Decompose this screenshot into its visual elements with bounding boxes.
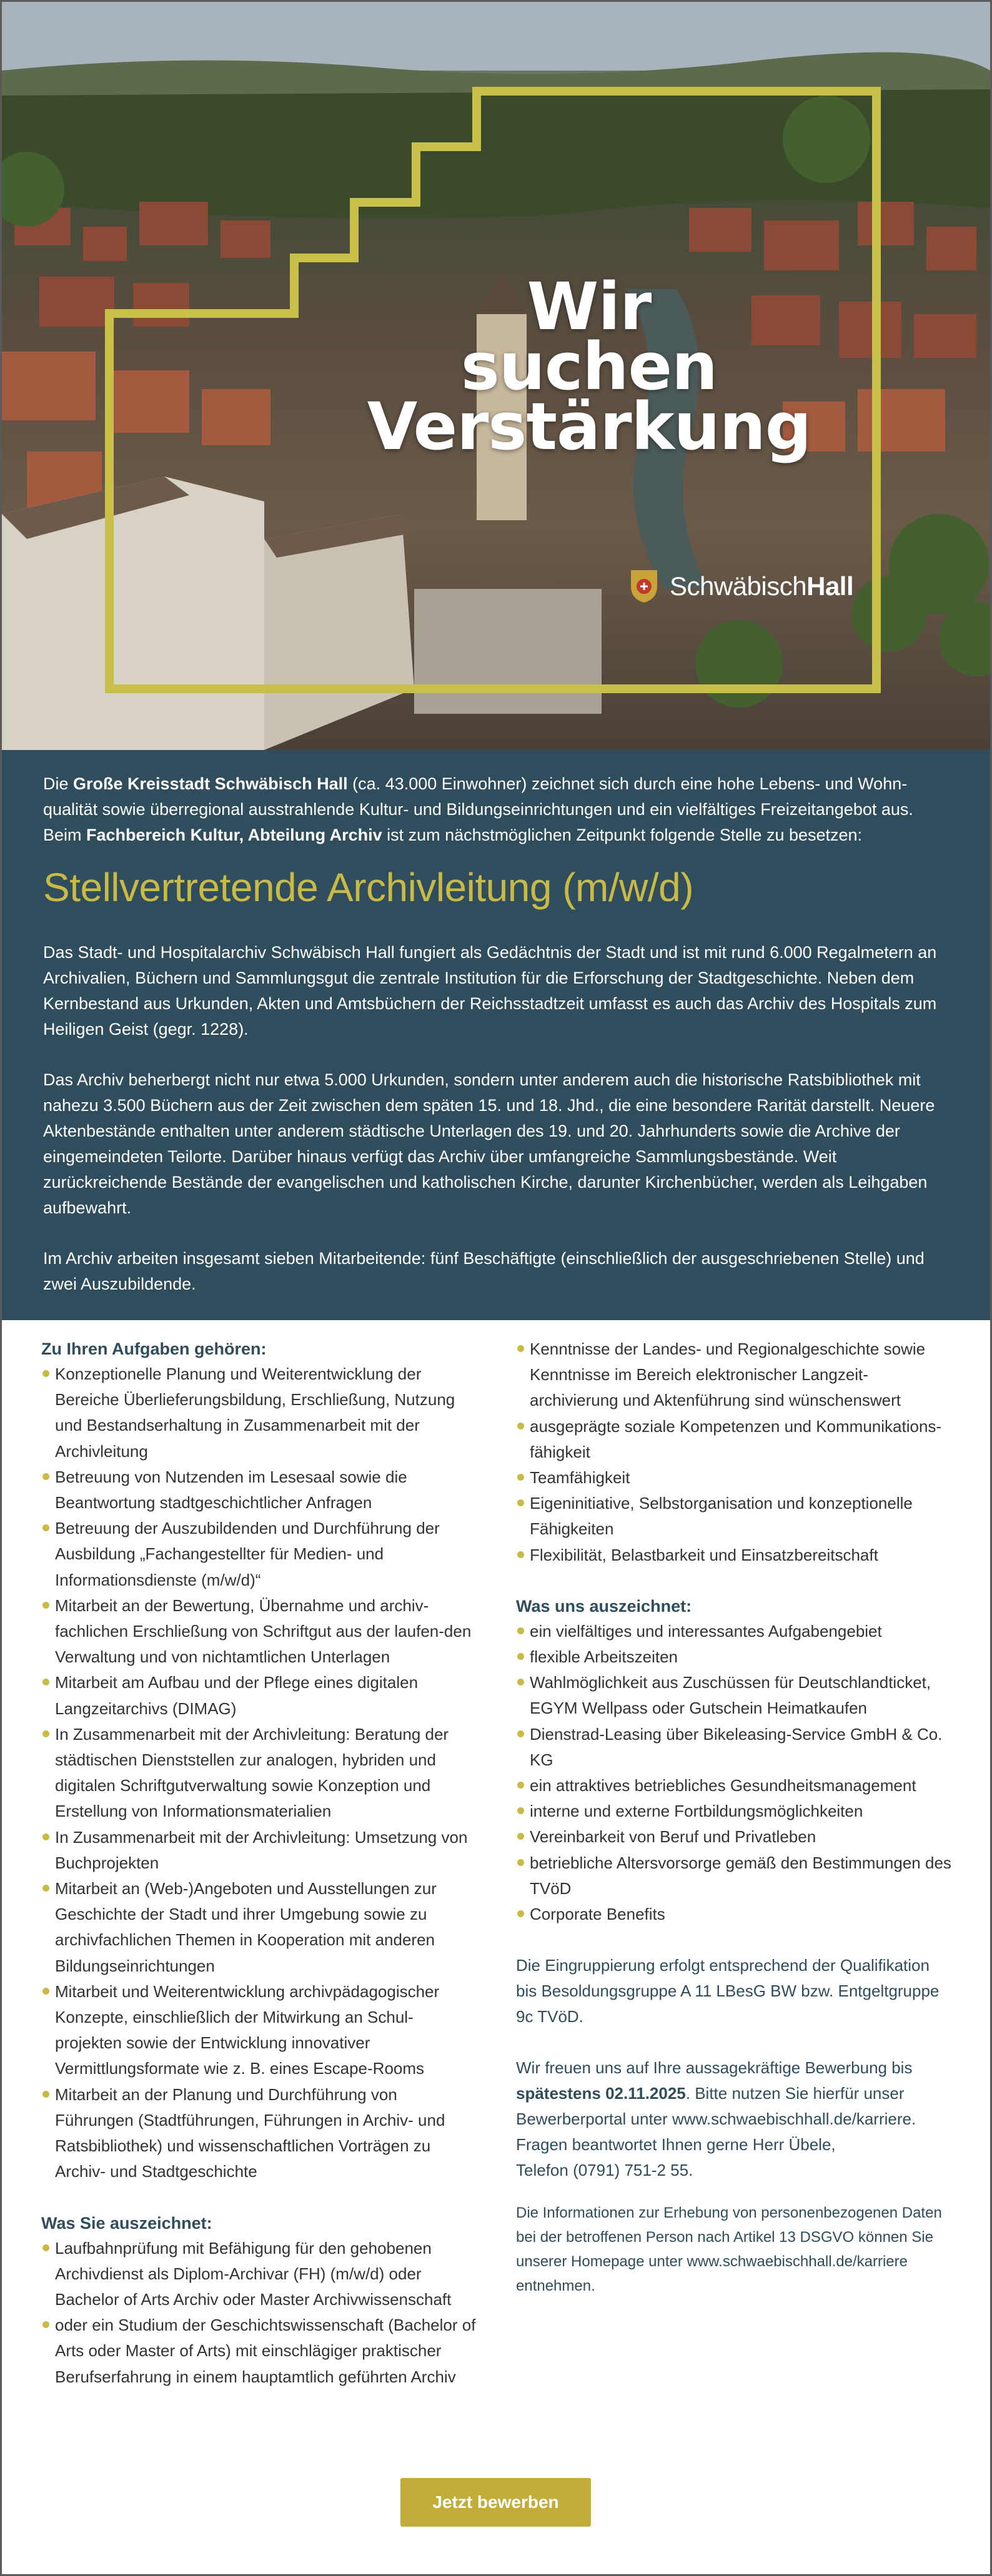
logo-wordmark: SchwäbischHall [670,571,854,601]
list-item: Corporate Benefits [516,1902,953,1927]
list-item: Konzeptionelle Planung und Weiterentwicklung der Bereiche Überlieferungsbildung, Erschließung, Nutzung und Bestandserhaltung in Zusammenarbeit mit der Archivleitung [41,1361,479,1464]
job-title: Stellvertretende Archivleitung (m/w/d) [43,865,693,910]
list-item: Mitarbeit am Aufbau und der Pflege eines digitalen Langzeitarchivs (DIMAG) [41,1670,479,1721]
list-item: Betreuung der Auszubildenden und Durchführung der Ausbildung „Fachangestellter für Medien- und Informationsdienste (m/w/d)“ [41,1516,479,1593]
list-item: Laufbahnprüfung mit Befähigung für den gehobenen Archivdienst als Diplom-Archivar (FH) (m/w/d) oder Bachelor of Arts Archiv oder Master Archivwissenschaft [41,2236,479,2313]
list-item: Teamfähigkeit [516,1465,953,1491]
intro-paragraph-4: Im Archiv arbeiten insgesamt sieben Mitarbeitende: fünf Beschäftigte (einschließlich der ausgeschriebenen Stelle) und zwei Auszubildende. [43,1249,925,1293]
tasks-list [41,1361,479,2185]
intro-paragraph-3: Das Archiv beherbergt nicht nur etwa 5.000 Urkunden, sondern unter anderem auch die historische Ratsbibliothek mit nahezu 3.500 Büchern aus der Zeit zwischen dem späten 15. und 18. Jhd., die eine besondere Rarität darstellt. Neuere Aktenbestände enthalten unter anderem städtische Unterlagen des 19. und 20. Jahrhunderts sowie die Archive der eingemeindeten Teilorte. Darüber hinaus verfügt das Archiv über umfangreiche Sammlungsbestände. Weit zurückreichende Bestände der evangelischen und katholischen Kirche, darunter Kirchenbücher, werden als Leihgaben aufbewahrt. [43,1070,935,1217]
hero-image [2,2,990,750]
headline-line-3: Verstärkung [367,388,811,465]
offer-title: Was uns auszeichnet: [516,1596,692,1616]
phone-line: Telefon (0791) 751-2 55. [516,2161,693,2180]
privacy-note: Die Informationen zur Erhebung von personenbezogenen Daten bei der betroffenen Person nach Artikel 13 DSGVO können Sie unserer Homepage unter www.schwaebischhall.de/karriere entnehmen. [516,2204,942,2295]
offer-list [516,1619,953,1927]
salary-note: Die Eingruppierung erfolgt entsprechend der Qualifikation bis Besoldungsgruppe A 11 LBesG BW bzw. Entgeltgruppe 9c TVöD. [516,1956,940,2026]
list-item: In Zusammenarbeit mit der Archivleitung: Umsetzung von Buchprojekten [41,1825,479,1876]
list-item: ein attraktives betriebliches Gesundheitsmanagement [516,1773,953,1799]
list-item: Kenntnisse der Landes- und Regionalgeschichte sowie Kenntnisse im Bereich elektronischer Langzeit-archivierung und Aktenführung sind wünschenswert [516,1336,953,1414]
list-item: In Zusammenarbeit mit der Archivleitung: Beratung der städtischen Dienststellen zur analogen, hybriden und digitalen Schriftgutverwaltung sowie Konzeption und Erstellung von Informationsmaterialien [41,1722,479,1825]
list-item: flexible Arbeitszeiten [516,1644,953,1670]
left-column [41,1336,479,2390]
right-column [516,1336,953,2298]
list-item: Betreuung von Nutzenden im Lesesaal sowie die Beantwortung stadtgeschichtlicher Anfragen [41,1464,479,1516]
hero-headline [327,269,851,465]
tasks-title: Zu Ihren Aufgaben gehören: [41,1340,267,1358]
profile-list-left [41,2236,479,2390]
contact-line: Fragen beantwortet Ihnen gerne Herr Übele, [516,2135,836,2154]
list-item: Vereinbarkeit von Beruf und Privatleben [516,1824,953,1850]
headline-line-1: Wir [527,269,652,345]
profile-list-right [516,1336,953,1568]
intro-paragraph-1: Die Große Kreisstadt Schwäbisch Hall (ca. 43.000 Einwohner) zeichnet sich durch eine hohe Lebens- und Wohn-qualität sowie überregional ausstrahlende Kultur- und Bildungseinrichtungen und ein vielfältiges Freizeitangebot aus. Beim Fachbereich Kultur, Abteilung Archiv ist zum nächstmöglichen Zeitpunkt folgende Stelle zu besetzen: [43,774,913,844]
list-item: Flexibilität, Belastbarkeit und Einsatzbereitschaft [516,1542,953,1568]
list-item: betriebliche Altersvorsorge gemäß den Bestimmungen des TVöD [516,1850,953,1902]
intro-band [2,750,990,1320]
list-item: Mitarbeit an der Bewertung, Übernahme und archiv-fachlichen Erschließung von Schriftgut aus der laufen-den Verwaltung und von nichtamtlichen Unterlagen [41,1593,479,1670]
list-item: Mitarbeit an der Planung und Durchführung von Führungen (Stadtführungen, Führungen in Archiv- und Ratsbibliothek) und wissenschaftlichen Vorträgen zu Archiv- und Stadtgeschichte [41,2082,479,2185]
list-item: Mitarbeit an (Web-)Angeboten und Ausstellungen zur Geschichte der Stadt und ihrer Umgebung sowie zu archivfachlichen Themen in Kooperation mit anderen Bildungseinrichtungen [41,1876,479,1979]
intro-paragraph-2: Das Stadt- und Hospitalarchiv Schwäbisch Hall fungiert als Gedächtnis der Stadt und ist mit rund 6.000 Regalmetern an Archivalien, Büchern und Sammlungsgut die zentrale Institution für die Erforschung der Stadtgeschichte. Neben dem Kernbestand aus Urkunden, Akten und Amtsbüchern der Reichsstadtzeit umfasst es auch das Archiv des Hospitals zum Heiligen Geist (gegr. 1228). [43,943,937,1039]
list-item: Eigeninitiative, Selbstorganisation und konzeptionelle Fähigkeiten [516,1491,953,1542]
list-item: oder ein Studium der Geschichtswissenschaft (Bachelor of Arts oder Master of Arts) mit einschlägiger praktischer Berufserfahrung in einem hauptamtlich geführten Archiv [41,2312,479,2390]
headline-line-2: suchen [460,328,718,405]
list-item: Dienstrad-Leasing über Bikeleasing-Service GmbH & Co. KG [516,1722,953,1773]
list-item: ausgeprägte soziale Kompetenzen und Kommunikations-fähigkeit [516,1414,953,1465]
profile-title: Was Sie auszeichnet: [41,2213,212,2233]
city-logo [630,569,853,604]
application-note: Wir freuen uns auf Ihre aussagekräftige Bewerbung bis spätestens 02.11.2025. Bitte nutzen Sie hierfür unser Bewerberportal unter www.schwaebischhall.de/karriere. Fragen beantwortet Ihnen gerne Herr Übele, Telefon (0791) 751-2 55. [516,2058,916,2180]
list-item: ein vielfältiges und interessantes Aufgabengebiet [516,1619,953,1644]
list-item: interne und externe Fortbildungsmöglichkeiten [516,1799,953,1824]
list-item: Mitarbeit und Weiterentwicklung archivpädagogischer Konzepte, einschließlich der Mitwirkung an Schul-projekten sowie der Entwicklung innovativer Vermittlungsformate wie z. B. eines Escape-Rooms [41,1979,479,2082]
apply-button[interactable]: Jetzt bewerben [400,2478,591,2527]
coat-of-arms-icon [630,569,658,604]
list-item: Wahlmöglichkeit aus Zuschüssen für Deutschlandticket, EGYM Wellpass oder Gutschein Heimatkaufen [516,1670,953,1721]
